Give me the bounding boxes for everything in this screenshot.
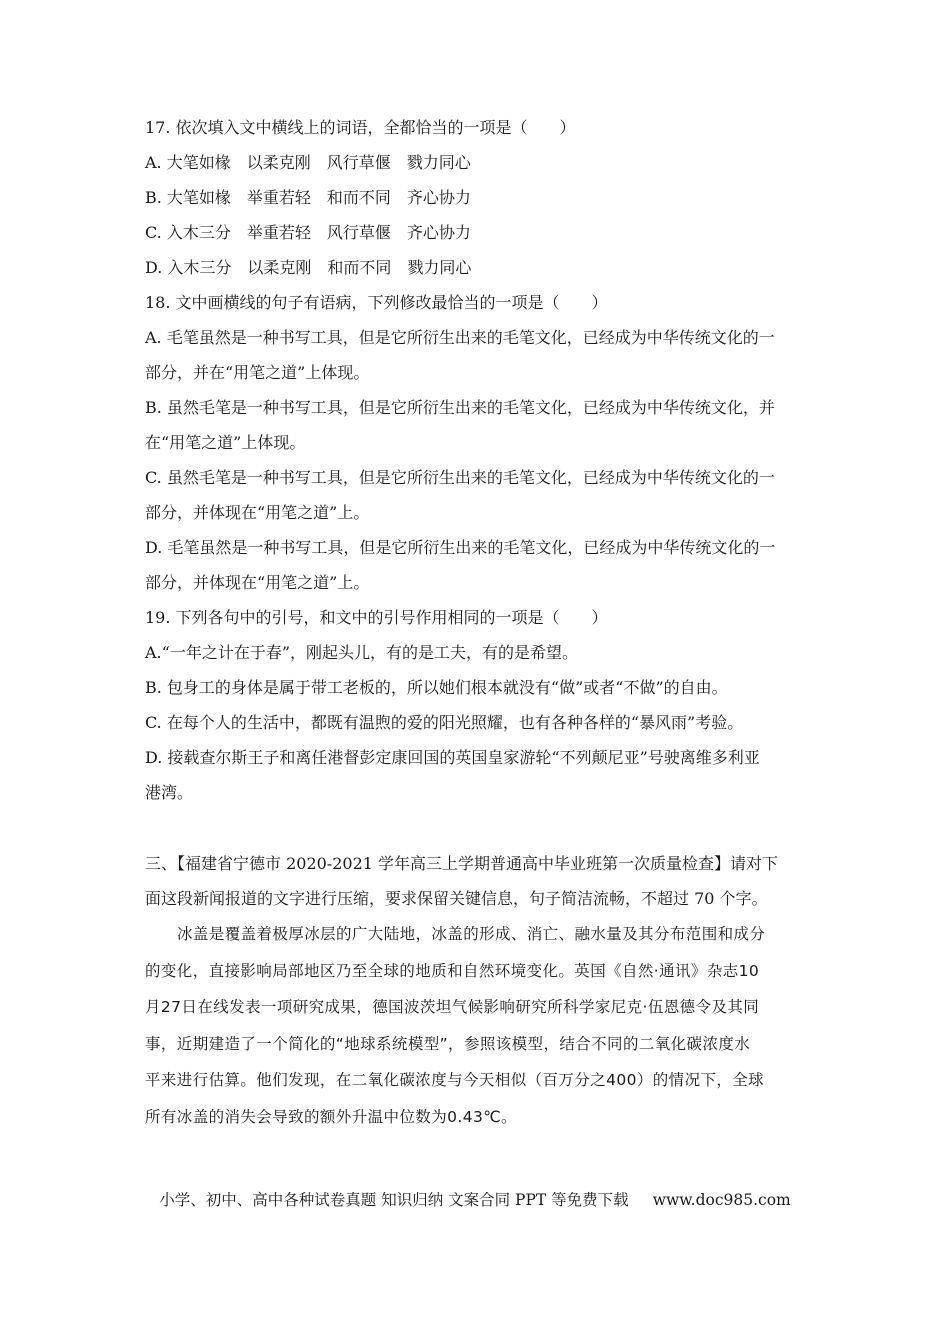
question-19-option-d-line1: D. 接载查尔斯王子和离任港督彭定康回国的英国皇家游轮“不列颠尼亚”号驶离维多利亚 bbox=[145, 748, 760, 767]
question-18-option-d-line1: D. 毛笔虽然是一种书写工具，但是它所衍生出来的毛笔文化，已经成为中华传统文化的一 bbox=[145, 538, 776, 557]
question-18-option-b-line2: 在“用笔之道”上体现。 bbox=[145, 433, 306, 452]
question-17-option-b: B. 大笔如椽 举重若轻 和而不同 齐心协力 bbox=[145, 188, 471, 207]
section-3 bbox=[145, 846, 805, 1135]
question-18-option-c-line2: 部分，并体现在“用笔之道”上。 bbox=[145, 503, 370, 522]
question-19-stem: 19. 下列各句中的引号，和文中的引号作用相同的一项是（ ） bbox=[145, 608, 608, 627]
question-18 bbox=[145, 285, 805, 600]
question-17-option-d: D. 入木三分 以柔克刚 和而不同 戮力同心 bbox=[145, 258, 472, 277]
footer-website-link[interactable]: www.doc985.com bbox=[652, 1191, 791, 1209]
question-17-option-c: C. 入木三分 举重若轻 风行草偃 齐心协力 bbox=[145, 223, 471, 242]
question-18-option-b-line1: B. 虽然毛笔是一种书写工具，但是它所衍生出来的毛笔文化，已经成为中华传统文化，并 bbox=[145, 398, 775, 417]
passage-line: 平来进行估算。他们发现，在二氧化碳浓度与今天相似（百万分之400）的情况下，全球 bbox=[145, 1071, 765, 1089]
section-3-title-line2: 面这段新闻报道的文字进行压缩，要求保留关键信息，句子简洁流畅，不超过 70 个字。 bbox=[145, 889, 768, 908]
question-18-option-d-line2: 部分，并体现在“用笔之道”上。 bbox=[145, 573, 370, 592]
passage-line: 冰盖是覆盖着极厚冰层的广大陆地，冰盖的形成、消亡、融水量及其分布范围和成分 bbox=[177, 925, 766, 943]
question-19-option-a: A.“一年之计在于春”，刚起头儿，有的是工夫，有的是希望。 bbox=[145, 643, 579, 662]
footer-text: 小学、初中、高中各种试卷真题 知识归纳 文案合同 PPT 等免费下载 bbox=[159, 1191, 629, 1209]
passage-line: 月27日在线发表一项研究成果，德国波茨坦气候影响研究所科学家尼克·伍恩德令及其同 bbox=[145, 998, 760, 1016]
question-18-option-c-line1: C. 虽然毛笔是一种书写工具，但是它所衍生出来的毛笔文化，已经成为中华传统文化的一 bbox=[145, 468, 775, 487]
question-19-option-b: B. 包身工的身体是属于带工老板的，所以她们根本就没有“做”或者“不做”的自由。 bbox=[145, 678, 728, 697]
page-footer bbox=[0, 1188, 950, 1212]
section-3-title-line1: 三、【福建省宁德市 2020-2021 学年高三上学期普通高中毕业班第一次质量检查】请对下 bbox=[145, 854, 779, 873]
question-17-stem: 17. 依次填入文中横线上的词语，全都恰当的一项是（ ） bbox=[145, 118, 576, 137]
document-page bbox=[145, 110, 805, 1135]
passage-line: 的变化，直接影响局部地区乃至全球的地质和自然环境变化。英国《自然·通讯》杂志10 bbox=[145, 961, 760, 980]
question-17 bbox=[145, 110, 805, 285]
question-17-option-a: A. 大笔如椽 以柔克刚 风行草偃 戮力同心 bbox=[145, 153, 471, 172]
passage-line: 所有冰盖的消失会导致的额外升温中位数为0.43℃。 bbox=[145, 1107, 517, 1126]
question-18-option-a-line2: 部分，并在“用笔之道”上体现。 bbox=[145, 363, 370, 382]
question-18-stem: 18. 文中画横线的句子有语病，下列修改最恰当的一项是（ ） bbox=[145, 293, 608, 312]
question-18-option-a-line1: A. 毛笔虽然是一种书写工具，但是它所衍生出来的毛笔文化，已经成为中华传统文化的一 bbox=[145, 328, 775, 347]
news-passage bbox=[145, 916, 805, 1135]
question-19-option-c: C. 在每个人的生活中，都既有温煦的爱的阳光照耀，也有各种各样的“暴风雨”考验。 bbox=[145, 713, 744, 732]
question-19-option-d-line2: 港湾。 bbox=[145, 783, 194, 802]
question-19 bbox=[145, 600, 805, 810]
passage-line: 事，近期建造了一个简化的“地球系统模型”，参照该模型，结合不同的二氧化碳浓度水 bbox=[145, 1034, 751, 1053]
